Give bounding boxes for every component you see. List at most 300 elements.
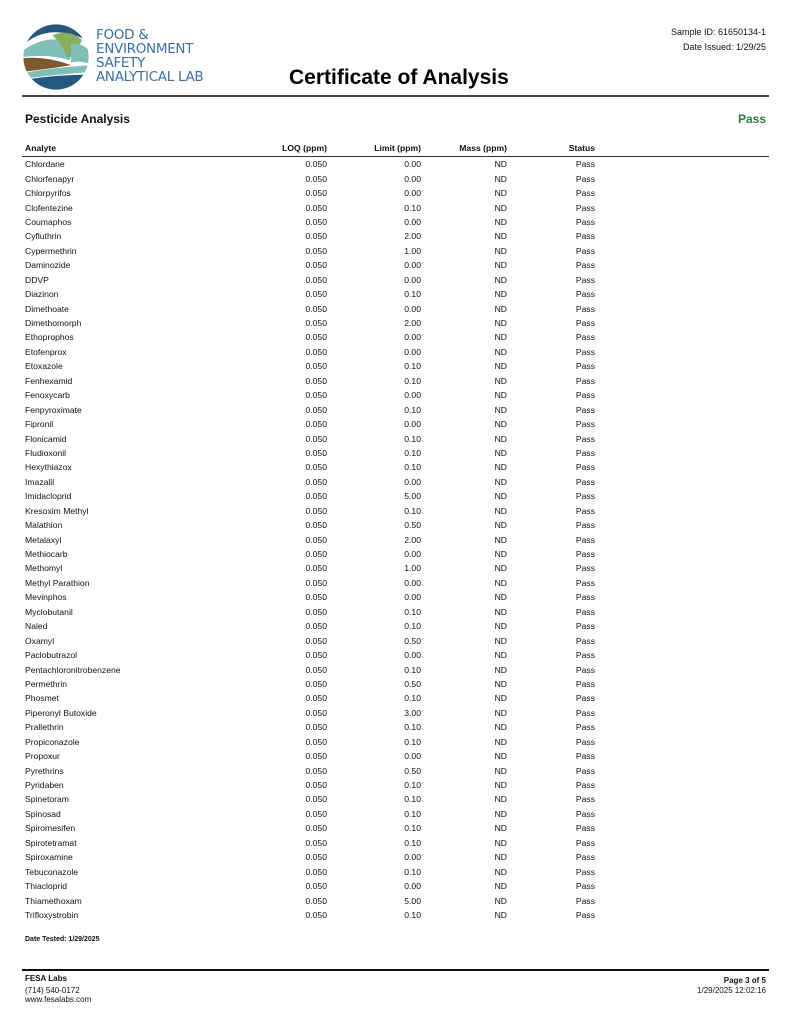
limit-cell: 0.00 [404, 592, 421, 603]
row-spacer [595, 359, 769, 373]
limit-cell: 0.00 [404, 188, 421, 199]
table-row [22, 605, 769, 619]
mass-cell: ND [494, 476, 507, 487]
table-row [22, 518, 769, 532]
table-row [22, 532, 769, 546]
mass-cell: ND [494, 274, 507, 285]
status-cell: Pass [575, 621, 595, 632]
mass-cell: ND [494, 216, 507, 227]
limit-cell: 0.00 [404, 577, 421, 588]
status-cell: Pass [575, 274, 595, 285]
limit-cell: 0.00 [404, 274, 421, 285]
loq-cell: 0.050 [305, 202, 327, 213]
row-spacer [595, 431, 769, 445]
mass-cell: ND [494, 751, 507, 762]
mass-cell: ND [494, 606, 507, 617]
analyte-cell: Hexythiazox [25, 462, 72, 473]
loq-cell: 0.050 [305, 231, 327, 242]
row-spacer [595, 475, 769, 489]
status-cell: Pass [575, 332, 595, 343]
table-row [22, 186, 769, 200]
row-spacer [595, 171, 769, 185]
loq-cell: 0.050 [305, 390, 327, 401]
row-spacer [595, 547, 769, 561]
limit-cell: 0.10 [404, 909, 421, 920]
limit-cell: 0.10 [404, 866, 421, 877]
mass-cell: ND [494, 289, 507, 300]
row-spacer [595, 778, 769, 792]
loq-cell: 0.050 [305, 245, 327, 256]
row-spacer [595, 619, 769, 633]
analyte-cell: Thiamethoxam [25, 895, 82, 906]
table-row [22, 908, 769, 922]
loq-cell: 0.050 [305, 188, 327, 199]
lab-logo-text [96, 28, 203, 84]
analyte-cell: Spirotetramat [25, 837, 77, 848]
footer-divider [22, 969, 769, 971]
row-spacer [595, 186, 769, 200]
loq-cell: 0.050 [305, 462, 327, 473]
row-spacer [595, 677, 769, 691]
status-cell: Pass [575, 375, 595, 386]
analyte-cell: Methomyl [25, 563, 63, 574]
row-spacer [595, 850, 769, 864]
mass-cell: ND [494, 765, 507, 776]
mass-cell: ND [494, 577, 507, 588]
table-row [22, 359, 769, 373]
loq-cell: 0.050 [305, 780, 327, 791]
loq-cell: 0.050 [305, 736, 327, 747]
table-row [22, 879, 769, 893]
status-cell: Pass [575, 881, 595, 892]
status-cell: Pass [575, 577, 595, 588]
status-cell: Pass [575, 707, 595, 718]
lab-logo-icon [22, 23, 90, 91]
analyte-cell: Etoxazole [25, 361, 63, 372]
table-row [22, 431, 769, 445]
limit-cell: 0.00 [404, 881, 421, 892]
sample-id: Sample ID: 61650134-1 [670, 27, 766, 37]
limit-cell: 0.50 [404, 520, 421, 531]
table-row [22, 691, 769, 705]
table-row [22, 792, 769, 806]
analyte-cell: Daminozide [25, 260, 71, 271]
logo-line: SAFETY [96, 55, 146, 71]
row-spacer [595, 662, 769, 676]
status-cell: Pass [575, 549, 595, 560]
loq-cell: 0.050 [305, 808, 327, 819]
status-cell: Pass [575, 361, 595, 372]
status-cell: Pass [575, 390, 595, 401]
analyte-cell: Fenoxycarb [25, 390, 70, 401]
status-cell: Pass [575, 664, 595, 675]
analyte-cell: Cyfluthrin [25, 231, 62, 242]
limit-cell: 0.00 [404, 260, 421, 271]
limit-cell: 0.10 [404, 722, 421, 733]
limit-cell: 0.00 [404, 419, 421, 430]
analyte-cell: Methyl Parathion [25, 577, 90, 588]
status-cell: Pass [575, 895, 595, 906]
table-row [22, 316, 769, 330]
status-cell: Pass [575, 202, 595, 213]
loq-cell: 0.050 [305, 722, 327, 733]
status-cell: Pass [575, 245, 595, 256]
loq-cell: 0.050 [305, 621, 327, 632]
limit-cell: 0.00 [404, 476, 421, 487]
limit-cell: 0.00 [404, 549, 421, 560]
loq-cell: 0.050 [305, 433, 327, 444]
mass-cell: ND [494, 173, 507, 184]
loq-cell: 0.050 [305, 823, 327, 834]
mass-cell: ND [494, 895, 507, 906]
analyte-cell: Chlorfenapyr [25, 173, 75, 184]
status-cell: Pass [575, 823, 595, 834]
loq-cell: 0.050 [305, 303, 327, 314]
analyte-cell: Pentachloronitrobenzene [25, 664, 121, 675]
footer-lab-name: FESA Labs [25, 974, 67, 983]
table-row [22, 720, 769, 734]
analyte-cell: Ethoprophos [25, 332, 74, 343]
mass-cell: ND [494, 794, 507, 805]
status-cell: Pass [575, 751, 595, 762]
status-cell: Pass [575, 678, 595, 689]
status-cell: Pass [575, 837, 595, 848]
limit-cell: 0.10 [404, 433, 421, 444]
loq-cell: 0.050 [305, 895, 327, 906]
loq-cell: 0.050 [305, 274, 327, 285]
row-spacer [595, 446, 769, 460]
status-cell: Pass [575, 447, 595, 458]
loq-cell: 0.050 [305, 707, 327, 718]
analyte-cell: Phosmet [25, 693, 59, 704]
mass-cell: ND [494, 823, 507, 834]
loq-cell: 0.050 [305, 751, 327, 762]
loq-cell: 0.050 [305, 678, 327, 689]
mass-cell: ND [494, 621, 507, 632]
analyte-cell: DDVP [25, 274, 49, 285]
status-cell: Pass [575, 592, 595, 603]
row-spacer [595, 807, 769, 821]
mass-cell: ND [494, 447, 507, 458]
row-spacer [595, 749, 769, 763]
table-row [22, 677, 769, 691]
limit-cell: 0.10 [404, 375, 421, 386]
page-number: Page 3 of 5 [723, 976, 766, 985]
loq-cell: 0.050 [305, 491, 327, 502]
row-spacer [595, 229, 769, 243]
status-cell: Pass [575, 866, 595, 877]
footer-lab-info [25, 974, 91, 1005]
section-title: Pesticide Analysis [25, 112, 130, 126]
status-cell: Pass [575, 606, 595, 617]
limit-cell: 3.00 [404, 707, 421, 718]
limit-cell: 0.10 [404, 606, 421, 617]
row-spacer [595, 590, 769, 604]
row-spacer [595, 244, 769, 258]
limit-cell: 0.10 [404, 462, 421, 473]
row-spacer [595, 258, 769, 272]
limit-cell: 0.10 [404, 361, 421, 372]
status-cell: Pass [575, 765, 595, 776]
row-spacer [595, 215, 769, 229]
analyte-cell: Fenhexamid [25, 375, 73, 386]
status-cell: Pass [575, 231, 595, 242]
row-spacer [595, 460, 769, 474]
status-cell: Pass [575, 260, 595, 271]
status-cell: Pass [575, 188, 595, 199]
limit-cell: 0.10 [404, 693, 421, 704]
analyte-cell: Imazalil [25, 476, 55, 487]
table-row [22, 446, 769, 460]
limit-cell: 0.00 [404, 751, 421, 762]
analyte-cell: Chlorpyrifos [25, 188, 71, 199]
analyte-cell: Malathion [25, 520, 63, 531]
mass-cell: ND [494, 505, 507, 516]
loq-cell: 0.050 [305, 765, 327, 776]
mass-cell: ND [494, 462, 507, 473]
row-spacer [595, 489, 769, 503]
table-row [22, 489, 769, 503]
analyte-cell: Paclobutrazol [25, 650, 78, 661]
analyte-cell: Spiromesifen [25, 823, 76, 834]
limit-cell: 0.10 [404, 736, 421, 747]
logo-line: FOOD & [96, 27, 149, 43]
limit-cell: 0.10 [404, 837, 421, 848]
row-spacer [595, 720, 769, 734]
loq-cell: 0.050 [305, 606, 327, 617]
analyte-cell: Metalaxyl [25, 534, 62, 545]
limit-cell: 1.00 [404, 245, 421, 256]
row-spacer [595, 200, 769, 214]
column-spacer [595, 142, 769, 157]
analyte-cell: Spinosad [25, 808, 61, 819]
row-spacer [595, 345, 769, 359]
row-spacer [595, 735, 769, 749]
table-row [22, 590, 769, 604]
mass-cell: ND [494, 202, 507, 213]
mass-cell: ND [494, 332, 507, 343]
limit-cell: 0.10 [404, 794, 421, 805]
loq-cell: 0.050 [305, 549, 327, 560]
loq-cell: 0.050 [305, 563, 327, 574]
mass-cell: ND [494, 549, 507, 560]
limit-cell: 0.00 [404, 346, 421, 357]
loq-cell: 0.050 [305, 794, 327, 805]
row-spacer [595, 417, 769, 431]
mass-cell: ND [494, 404, 507, 415]
table-row [22, 893, 769, 907]
status-cell: Pass [575, 505, 595, 516]
row-spacer [595, 706, 769, 720]
limit-cell: 0.10 [404, 664, 421, 675]
table-row [22, 864, 769, 878]
analyte-cell: Piperonyl Butoxide [25, 707, 97, 718]
table-row [22, 821, 769, 835]
column-header-status: Status [507, 142, 595, 157]
analyte-cell: Spinetoram [25, 794, 69, 805]
table-row [22, 215, 769, 229]
date-issued: Date Issued: 1/29/25 [682, 42, 766, 52]
table-row [22, 345, 769, 359]
row-spacer [595, 301, 769, 315]
row-spacer [595, 821, 769, 835]
limit-cell: 0.10 [404, 289, 421, 300]
row-spacer [595, 402, 769, 416]
row-spacer [595, 388, 769, 402]
mass-cell: ND [494, 260, 507, 271]
limit-cell: 0.00 [404, 173, 421, 184]
row-spacer [595, 893, 769, 907]
row-spacer [595, 518, 769, 532]
status-cell: Pass [575, 289, 595, 300]
status-cell: Pass [575, 852, 595, 863]
mass-cell: ND [494, 361, 507, 372]
row-spacer [595, 864, 769, 878]
mass-cell: ND [494, 419, 507, 430]
mass-cell: ND [494, 231, 507, 242]
table-body [22, 157, 769, 923]
row-spacer [595, 157, 769, 172]
mass-cell: ND [494, 390, 507, 401]
column-header-analyte: Analyte [22, 142, 205, 157]
analyte-cell: Methiocarb [25, 549, 68, 560]
loq-cell: 0.050 [305, 361, 327, 372]
status-cell: Pass [575, 303, 595, 314]
analyte-cell: Etofenprox [25, 346, 67, 357]
table-row [22, 619, 769, 633]
pesticide-results-table [22, 142, 769, 922]
table-row [22, 258, 769, 272]
status-cell: Pass [575, 794, 595, 805]
logo-line: ANALYTICAL LAB [96, 69, 204, 85]
loq-cell: 0.050 [305, 664, 327, 675]
mass-cell: ND [494, 159, 507, 170]
loq-cell: 0.050 [305, 404, 327, 415]
limit-cell: 0.00 [404, 159, 421, 170]
mass-cell: ND [494, 375, 507, 386]
mass-cell: ND [494, 346, 507, 357]
analyte-cell: Imidacloprid [25, 491, 72, 502]
logo-line: ENVIRONMENT [96, 41, 194, 57]
table-row [22, 576, 769, 590]
mass-cell: ND [494, 693, 507, 704]
status-cell: Pass [575, 780, 595, 791]
row-spacer [595, 273, 769, 287]
analyte-cell: Fipronil [25, 419, 54, 430]
loq-cell: 0.050 [305, 837, 327, 848]
analyte-cell: Dimethomorph [25, 318, 82, 329]
status-cell: Pass [575, 476, 595, 487]
row-spacer [595, 691, 769, 705]
table-row [22, 850, 769, 864]
table-row [22, 273, 769, 287]
mass-cell: ND [494, 852, 507, 863]
table-row [22, 301, 769, 315]
row-spacer [595, 836, 769, 850]
limit-cell: 0.10 [404, 621, 421, 632]
mass-cell: ND [494, 808, 507, 819]
table-row [22, 778, 769, 792]
mass-cell: ND [494, 303, 507, 314]
mass-cell: ND [494, 881, 507, 892]
table-row [22, 807, 769, 821]
analyte-cell: Cypermethrin [25, 245, 77, 256]
table-row [22, 836, 769, 850]
analyte-cell: Fludioxonil [25, 447, 67, 458]
status-cell: Pass [575, 404, 595, 415]
row-spacer [595, 330, 769, 344]
mass-cell: ND [494, 664, 507, 675]
mass-cell: ND [494, 188, 507, 199]
loq-cell: 0.050 [305, 650, 327, 661]
limit-cell: 0.10 [404, 823, 421, 834]
limit-cell: 1.00 [404, 563, 421, 574]
footer-website[interactable]: www.fesalabs.com [25, 995, 92, 1004]
loq-cell: 0.050 [305, 216, 327, 227]
limit-cell: 0.10 [404, 404, 421, 415]
loq-cell: 0.050 [305, 635, 327, 646]
row-spacer [595, 879, 769, 893]
limit-cell: 0.10 [404, 202, 421, 213]
mass-cell: ND [494, 245, 507, 256]
limit-cell: 2.00 [404, 534, 421, 545]
row-spacer [595, 316, 769, 330]
mass-cell: ND [494, 520, 507, 531]
loq-cell: 0.050 [305, 476, 327, 487]
status-cell: Pass [575, 159, 595, 170]
table-row [22, 561, 769, 575]
table-row [22, 735, 769, 749]
loq-cell: 0.050 [305, 852, 327, 863]
analyte-cell: Fenpyroximate [25, 404, 82, 415]
status-cell: Pass [575, 736, 595, 747]
status-cell: Pass [575, 433, 595, 444]
analyte-cell: Diazinon [25, 289, 59, 300]
row-spacer [595, 605, 769, 619]
analyte-cell: Mevinphos [25, 592, 67, 603]
limit-cell: 0.00 [404, 303, 421, 314]
column-header-limit: Limit (ppm) [327, 142, 421, 157]
status-cell: Pass [575, 650, 595, 661]
status-cell: Pass [575, 722, 595, 733]
limit-cell: 5.00 [404, 491, 421, 502]
table-row [22, 200, 769, 214]
status-cell: Pass [575, 346, 595, 357]
loq-cell: 0.050 [305, 375, 327, 386]
limit-cell: 0.00 [404, 852, 421, 863]
analyte-cell: Propiconazole [25, 736, 80, 747]
loq-cell: 0.050 [305, 318, 327, 329]
mass-cell: ND [494, 866, 507, 877]
row-spacer [595, 763, 769, 777]
loq-cell: 0.050 [305, 289, 327, 300]
table-row [22, 475, 769, 489]
limit-cell: 2.00 [404, 318, 421, 329]
status-cell: Pass [575, 318, 595, 329]
row-spacer [595, 792, 769, 806]
status-cell: Pass [575, 808, 595, 819]
row-spacer [595, 374, 769, 388]
analyte-cell: Kresoxim Methyl [25, 505, 89, 516]
footer-phone: (714) 540-0172 [25, 985, 80, 995]
mass-cell: ND [494, 722, 507, 733]
analyte-cell: Flonicamid [25, 433, 67, 444]
generated-timestamp: 1/29/2025 12:02:16 [697, 986, 766, 995]
limit-cell: 0.00 [404, 332, 421, 343]
row-spacer [595, 648, 769, 662]
table-row [22, 547, 769, 561]
analyte-cell: Thiacloprid [25, 881, 68, 892]
